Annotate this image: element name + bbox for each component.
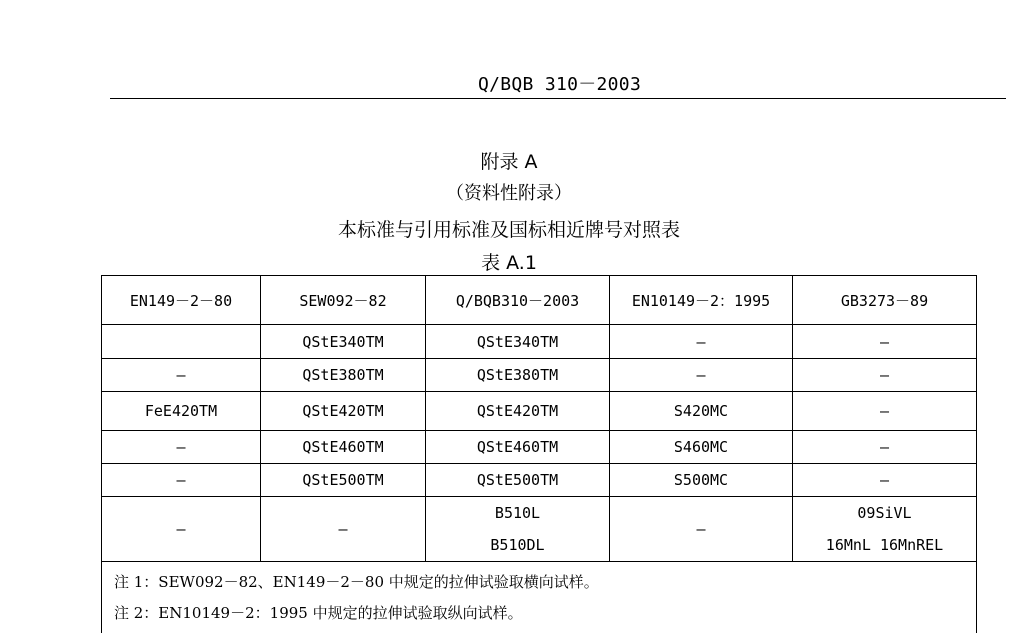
table-cell: — <box>102 359 261 392</box>
grade-b510dl: B510DL <box>490 536 545 554</box>
table-cell: QStE420TM <box>426 392 610 431</box>
table-cell: QStE500TM <box>426 464 610 497</box>
table-cell: — <box>793 464 977 497</box>
table-row <box>102 464 977 497</box>
table-cell: — <box>610 359 793 392</box>
table-cell: QStE340TM <box>261 325 426 359</box>
appendix-title: 附录 A <box>480 151 538 173</box>
table-cell: S420MC <box>610 392 793 431</box>
table-cell: FeE420TM <box>102 392 261 431</box>
table-cell: — <box>793 431 977 464</box>
table-cell: — <box>610 497 793 562</box>
table-row <box>102 325 977 359</box>
table-cell: — <box>793 359 977 392</box>
table-cell: — <box>793 325 977 359</box>
table-cell: S460MC <box>610 431 793 464</box>
grade-b510l: B510L <box>494 504 541 522</box>
table-row <box>102 497 977 562</box>
table-cell: QStE500TM <box>261 464 426 497</box>
table-cell: QStE340TM <box>426 325 610 359</box>
table-cell: S500MC <box>610 464 793 497</box>
header-cell: EN10149－2：1995 <box>610 276 793 325</box>
table-cell: — <box>261 497 426 562</box>
header-cell: EN149－2－80 <box>102 276 261 325</box>
standard-code: Q/BQB 310－2003 <box>478 74 642 95</box>
table-cell: QStE460TM <box>261 431 426 464</box>
table-cell <box>793 497 977 562</box>
table-header-row <box>102 276 977 325</box>
header-rule <box>110 98 1006 99</box>
table-cell: — <box>793 392 977 431</box>
appendix-subtitle: （资料性附录） <box>446 183 572 204</box>
header-cell: Q/BQB310－2003 <box>426 276 610 325</box>
table-cell: — <box>102 497 261 562</box>
table-cell: — <box>610 325 793 359</box>
table-title: 本标准与引用标准及国标相近牌号对照表 <box>337 219 680 241</box>
table-cell <box>102 325 261 359</box>
notes-row <box>102 562 977 633</box>
table-cell: QStE380TM <box>426 359 610 392</box>
table-cell: — <box>102 464 261 497</box>
grade-09sivl: 09SiVL <box>857 504 912 522</box>
table-cell: QStE420TM <box>261 392 426 431</box>
table-cell: QStE380TM <box>261 359 426 392</box>
note-2: 注 2：EN10149－2：1995 中规定的拉伸试验取纵向试样。 <box>114 604 523 622</box>
header-cell: GB3273－89 <box>793 276 977 325</box>
notes-cell <box>102 562 977 633</box>
table-caption: 表 A.1 <box>481 252 537 274</box>
grade-16mnl-16mnrel: 16MnL 16MnREL <box>825 536 944 554</box>
table-cell <box>426 497 610 562</box>
grade-comparison-table <box>101 275 977 633</box>
table-cell: — <box>102 431 261 464</box>
note-1: 注 1：SEW092－82、EN149－2－80 中规定的拉伸试验取横向试样。 <box>114 573 599 591</box>
header-cell: SEW092－82 <box>261 276 426 325</box>
table-row <box>102 431 977 464</box>
table-cell: QStE460TM <box>426 431 610 464</box>
table-row <box>102 359 977 392</box>
table-row <box>102 392 977 431</box>
